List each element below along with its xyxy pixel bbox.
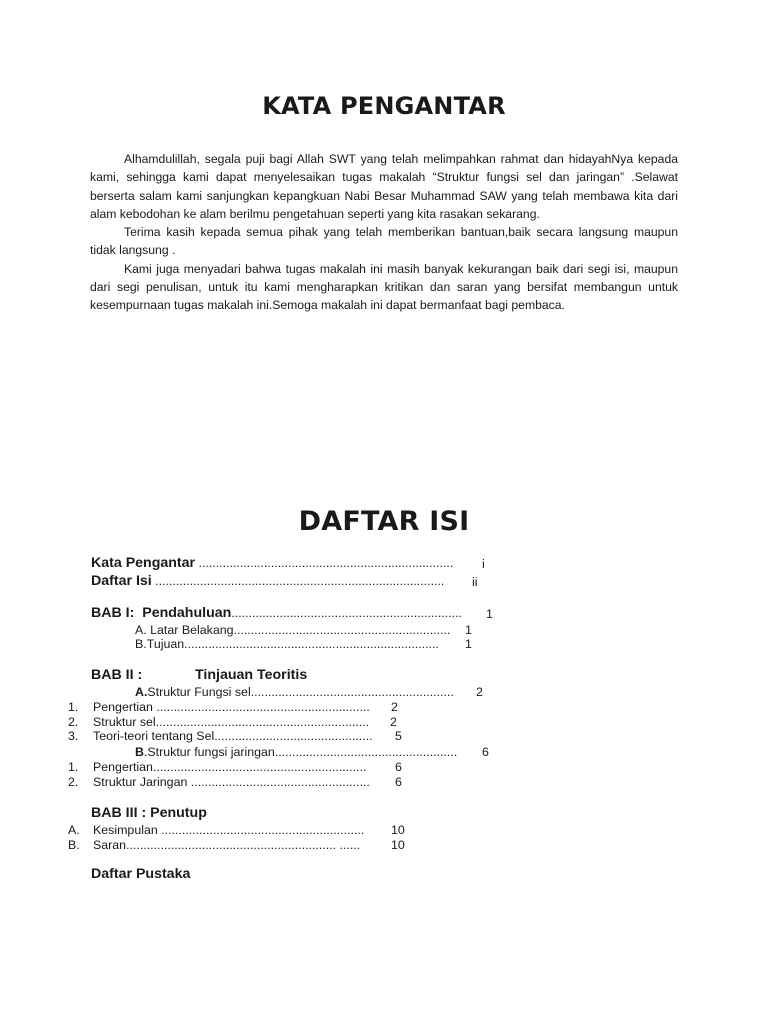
paragraph: Terima kasih kepada semua pihak yang telah memberikan bantuan,baik secara langsung maupun tidak langsung .	[90, 225, 678, 258]
toc-entry-bab-1: BAB I: Pendahuluan...................................................................	[91, 605, 462, 621]
toc-entry-struktur-fungsi-sel: A.Struktur Fungsi sel...........................................................	[135, 685, 454, 699]
list-number: 2.	[68, 715, 79, 729]
list-letter: A.	[68, 823, 80, 837]
page-number: 6	[395, 775, 402, 789]
toc-entry-struktur-jaringan: Struktur Jaringan ....................................................	[93, 775, 370, 789]
list-number: 1.	[68, 700, 79, 714]
page-number: 5	[395, 729, 402, 743]
toc-entry-daftar-isi: Daftar Isi ....................................................................................	[91, 573, 445, 589]
list-number: 3.	[68, 729, 79, 743]
page-number: 6	[395, 760, 402, 774]
page-number: 2	[390, 715, 397, 729]
page-number: 1	[486, 607, 493, 621]
list-letter: B.	[68, 838, 80, 852]
paragraph: Kami juga menyadari bahwa tugas makalah ini masih banyak kekurangan baik dari segi isi, maupun dari segi penulisan, untuk itu kami mengharapkan kritikan dan saran yang bersifat membangun untuk kesempurnaan tugas makalah ini.Semoga makalah ini dapat bermanfaat bagi pembaca.	[90, 261, 678, 313]
page-number: ii	[472, 575, 478, 589]
toc-entry-teori-sel: Teori-teori tentang Sel..............................................	[93, 729, 373, 743]
toc-entry-pengertian: Pengertian..............................................................	[93, 760, 367, 774]
toc-entry-daftar-pustaka: Daftar Pustaka	[91, 866, 191, 882]
paragraph: Alhamdulillah, segala puji bagi Allah SWT yang telah melimpahkan rahmat dan hidayahNya kepada kami, sehingga kami dapat menyelesaikan tugas makalah “Struktur fungsi sel dan jaringan” .Selawat berserta salam kami sanjungkan kepangkuan Nabi Besar Muhammad SAW yang telah membawa kita dari alam kebodohan ke alam berilmu pengetahuan seperti yang kita rasakan sekarang.	[90, 152, 678, 221]
toc-entry-bab-2: BAB II :	[91, 667, 143, 683]
list-number: 2.	[68, 775, 79, 789]
page-number: 2	[476, 685, 483, 699]
toc-entry-bab-3: BAB III : Penutup	[91, 805, 207, 821]
toc-entry-bab-2-title: Tinjauan Teoritis	[195, 667, 308, 683]
toc-entry-pengertian: Pengertian ..............................................................	[93, 700, 370, 714]
list-number: 1.	[68, 760, 79, 774]
toc-entry-tujuan: B.Tujuan..........................................................................	[135, 637, 439, 651]
toc-entry-kesimpulan: Kesimpulan ...........................................................	[93, 823, 365, 837]
toc-entry-latar-belakang: A. Latar Belakang...............................................................	[135, 623, 451, 637]
page-title: KATA PENGANTAR	[262, 92, 506, 120]
toc-entry-kata-pengantar: Kata Pengantar ..........................................................................	[91, 555, 454, 571]
toc-entry-struktur-fungsi-jaringan: B.Struktur fungsi jaringan.....................................................	[135, 745, 458, 759]
page-number: i	[482, 557, 485, 571]
page-number: 10	[391, 838, 405, 852]
page-number: 2	[391, 700, 398, 714]
toc-entry-struktur-sel: Struktur sel..............................................................	[93, 715, 370, 729]
kata-pengantar-body	[90, 150, 678, 315]
page-number: 1	[465, 623, 472, 637]
toc-title: DAFTAR ISI	[298, 506, 470, 537]
page-number: 10	[391, 823, 405, 837]
page-number: 1	[465, 637, 472, 651]
page-number: 6	[482, 745, 489, 759]
toc-entry-saran: Saran............................................................. ......	[93, 838, 361, 852]
